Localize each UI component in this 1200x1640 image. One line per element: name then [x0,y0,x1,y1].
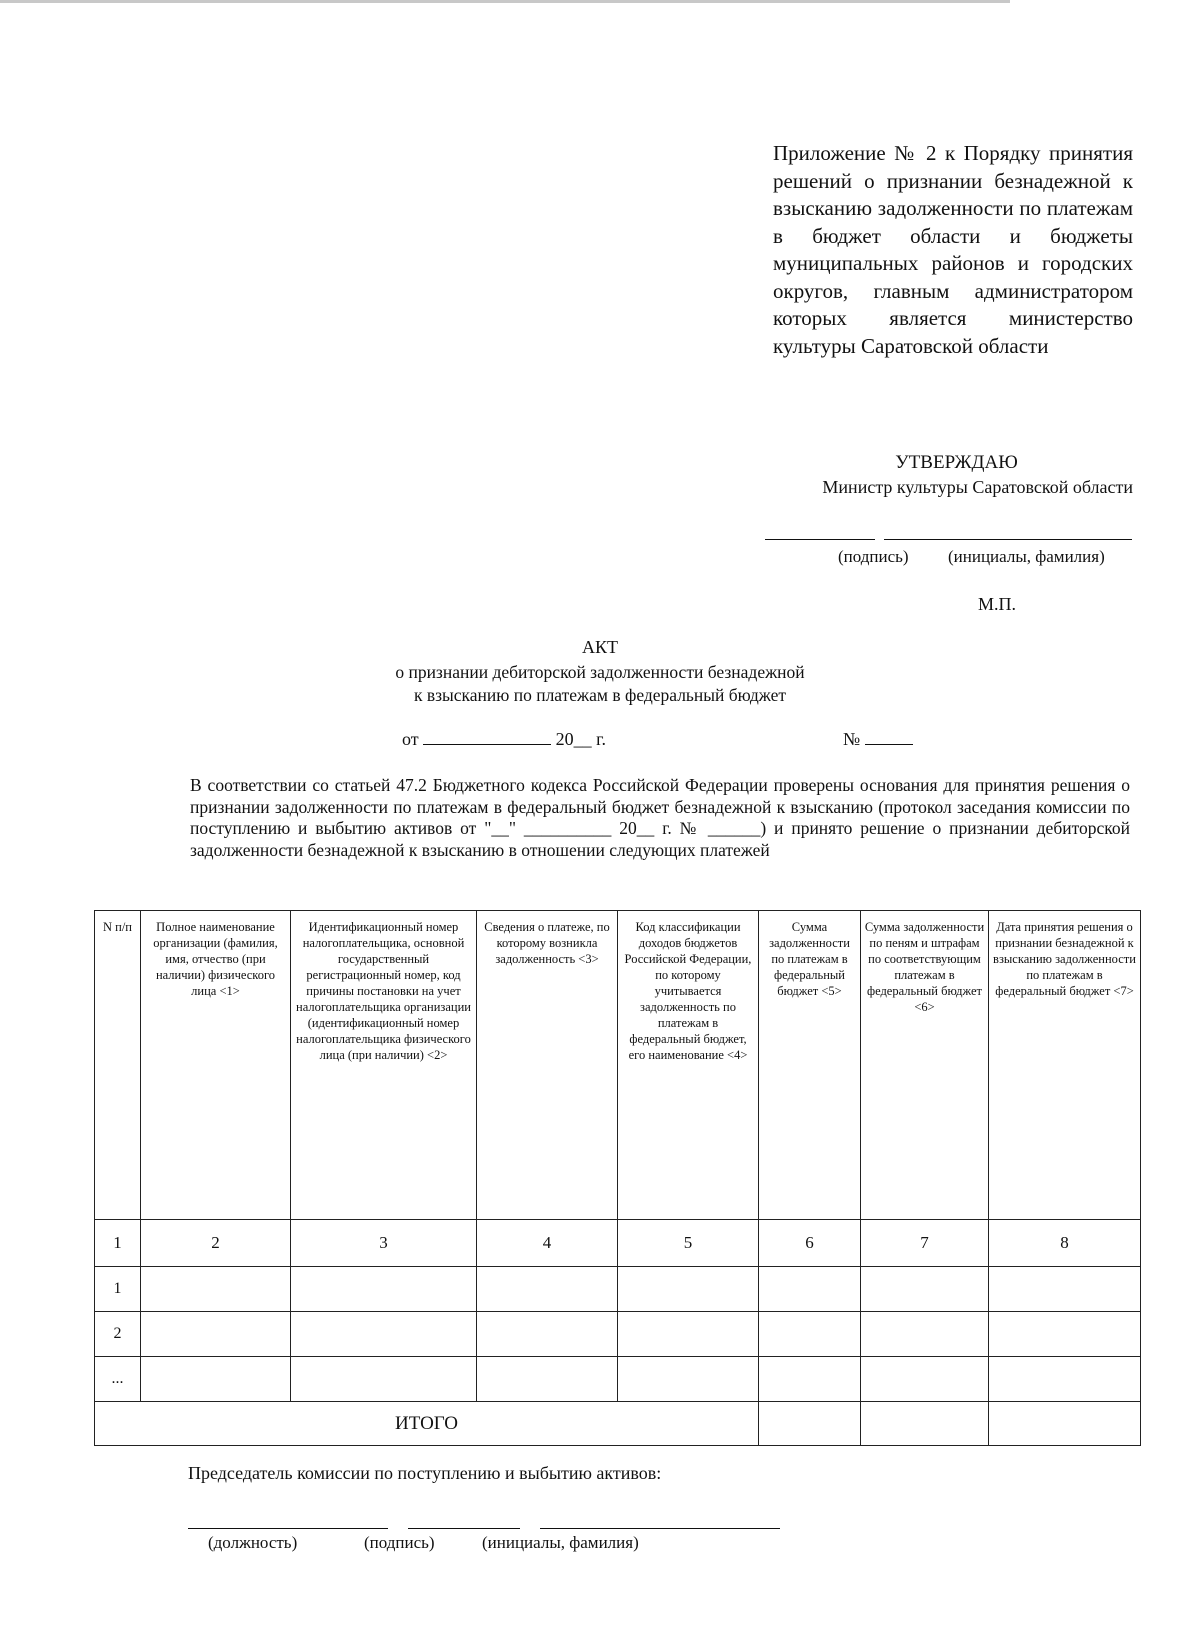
column-number: 7 [861,1220,989,1267]
date-year: 20__ г. [555,729,606,749]
appendix-note: Приложение № 2 к Порядку принятия решений о признании безнадежной к взысканию задолженности по платежам в бюджет области и бюджеты муниципальных районов и городских округов, главным администратором которых является министерство культуры Саратовской области [773,141,1133,358]
table-row [95,1357,1141,1402]
number-label: № [843,729,861,749]
header-cell: Дата принятия решения о признании безнадежной к взысканию задолженности по платежам в федеральный бюджет <7> [989,911,1141,1220]
name-caption: (инициалы, фамилия) [482,1533,639,1552]
name-line [540,1528,780,1529]
header-cell: Сумма задолженности по пеням и штрафам по соответствующим платежам в федеральный бюджет <6> [861,911,989,1220]
header-cell: Сведения о платеже, по которому возникла задолженность <3> [477,911,618,1220]
date-blank [423,728,551,745]
act-body-paragraph: В соответствии со статьей 47.2 Бюджетного кодекса Российской Федерации проверены основания для принятия решения о признании задолженности по платежам в федеральный бюджет безнадежной к взысканию (протокол заседания комиссии по поступлению и выбытию активов от "__" __________ 20__ г. № ______) и принято решение о признании дебиторской задолженности безнадежной к взысканию в отношении следующих платежей [190,775,1130,860]
act-number [843,728,913,750]
table-row [95,1312,1141,1357]
table-row [95,1267,1141,1312]
row-number: ... [95,1357,141,1402]
scan-edge [0,0,1010,3]
header-cell: Идентификационный номер налогоплательщика, основной государственный регистрационный номер, код причины постановки на учет налогоплательщика организации (идентификационный номер налогоплательщика физического лица (при наличии) <2> [291,911,477,1220]
column-number-row [95,1220,1141,1267]
number-blank [865,728,913,745]
column-number: 8 [989,1220,1141,1267]
position-line [188,1528,388,1529]
header-cell: N п/п [95,911,141,1220]
approval-name-line [884,539,1132,540]
total-row [95,1402,1141,1446]
debt-table [94,910,1141,1446]
approval-name-caption: (инициалы, фамилия) [948,547,1105,566]
header-cell: Сумма задолженности по платежам в федеральный бюджет <5> [759,911,861,1220]
column-number: 6 [759,1220,861,1267]
column-number: 1 [95,1220,141,1267]
date-prefix: от [402,729,419,749]
approval-signature-line [765,539,875,540]
column-number: 2 [141,1220,291,1267]
seal-mark: М.П. [978,594,1017,614]
row-number: 1 [95,1267,141,1312]
row-number: 2 [95,1312,141,1357]
approval-position: Министр культуры Саратовской области [822,477,1133,497]
column-number: 5 [618,1220,759,1267]
approval-heading: УТВЕРЖДАЮ [895,452,1018,473]
approval-signature-caption: (подпись) [838,547,909,566]
table-header-row [95,911,1141,1220]
act-title: АКТ [582,637,618,657]
signature-caption: (подпись) [364,1533,435,1552]
position-caption: (должность) [208,1533,298,1552]
act-subtitle-line2: к взысканию по платежам в федеральный бюджет [413,685,787,705]
header-cell: Полное наименование организации (фамилия, имя, отчество (при наличии) физического лица <1> [141,911,291,1220]
commission-chair-label: Председатель комиссии по поступлению и выбытию активов: [188,1463,662,1483]
act-date [402,728,606,750]
act-subtitle-line1: о признании дебиторской задолженности безнадежной [395,662,805,682]
total-label: ИТОГО [95,1402,759,1446]
column-number: 4 [477,1220,618,1267]
header-cell: Код классификации доходов бюджетов Российской Федерации, по которому учитывается задолженность по платежам в федеральный бюджет, его наименование <4> [618,911,759,1220]
signature-line [408,1528,520,1529]
column-number: 3 [291,1220,477,1267]
